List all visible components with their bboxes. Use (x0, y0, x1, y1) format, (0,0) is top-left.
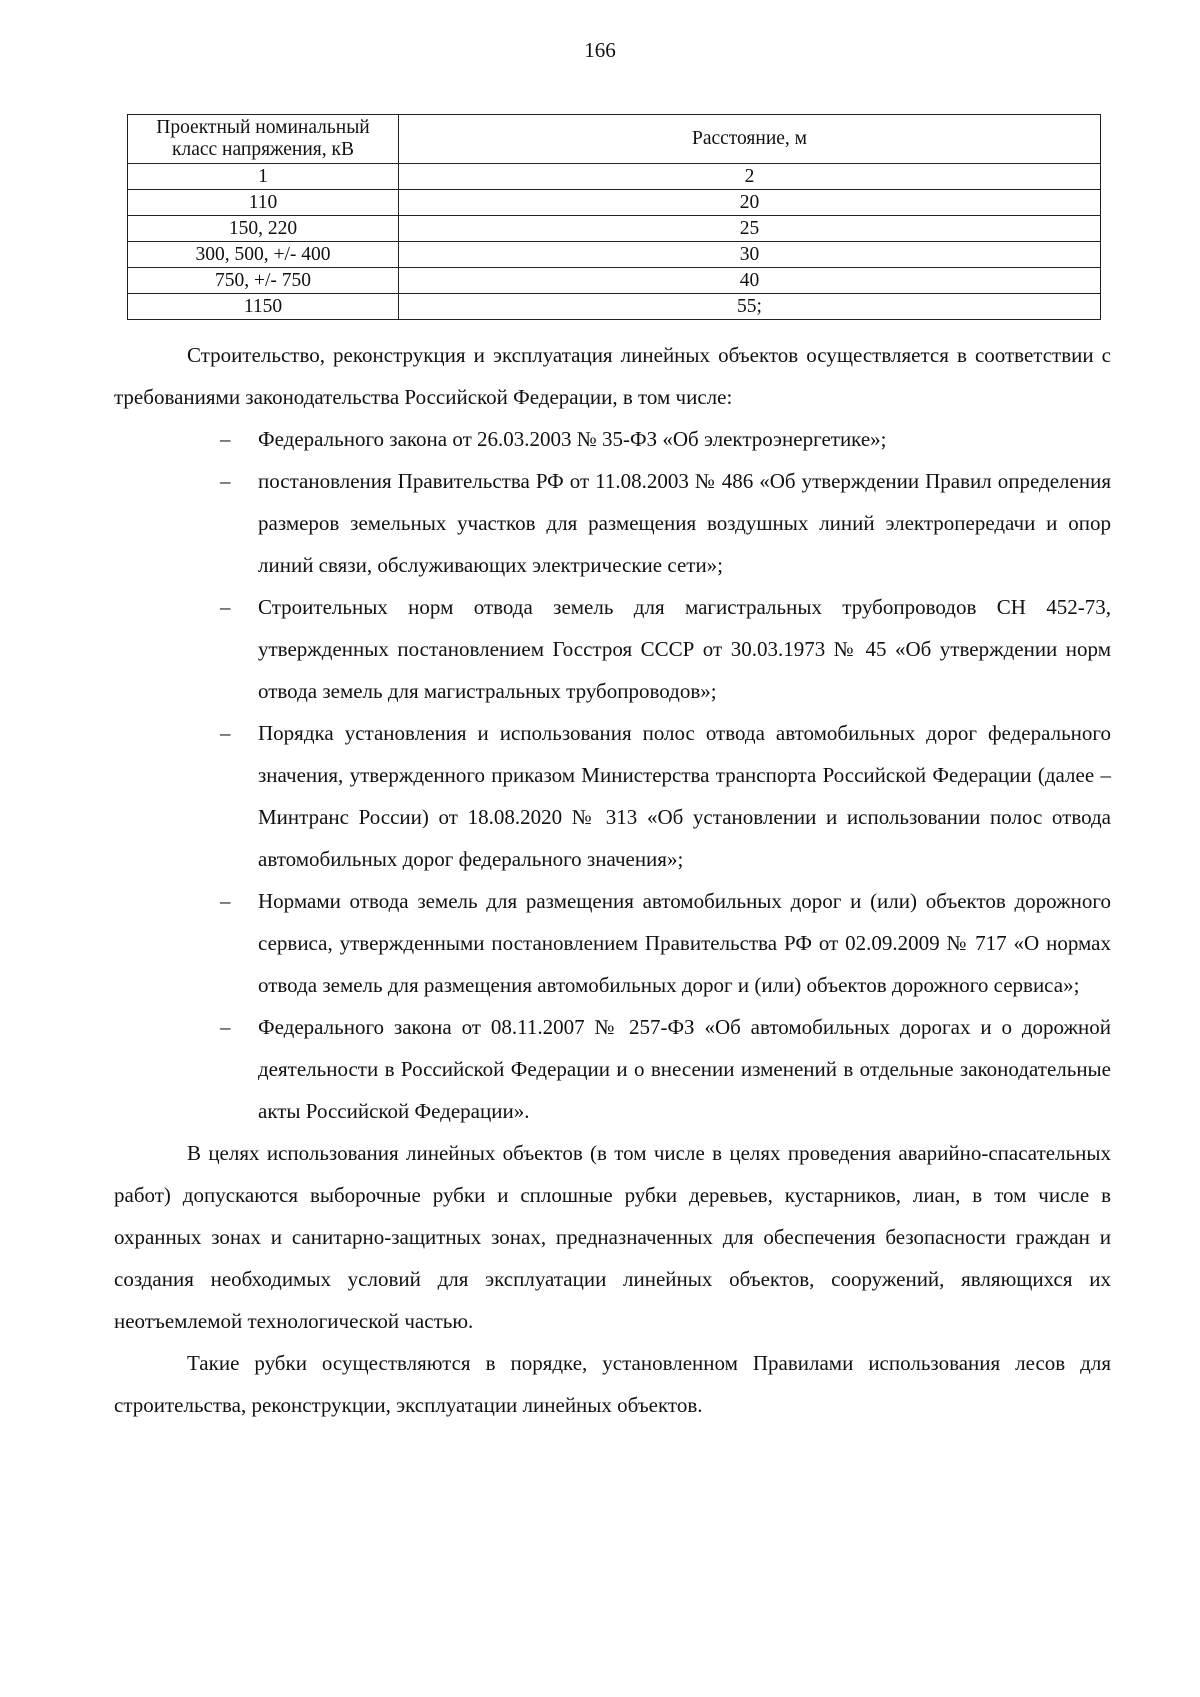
cell-distance: 40 (399, 268, 1101, 294)
list-item-text: постановления Правительства РФ от 11.08.2003 № 486 «Об утверждении Правил определения размеров земельных участков для размещения воздушных линий электропередачи и опор линий связи, обслуживающих электрические сети»; (258, 469, 1111, 577)
procedure-paragraph: Такие рубки осуществляются в порядке, установленном Правилами использования лесов для строительства, реконструкции, эксплуатации линейных объектов. (114, 1351, 1111, 1417)
list-item (114, 712, 1111, 880)
list-dash: – (220, 427, 231, 451)
table-row (128, 164, 1101, 190)
cell-voltage: 300, 500, +/- 400 (128, 242, 399, 268)
cell-distance: 2 (399, 164, 1101, 190)
cell-distance: 20 (399, 190, 1101, 216)
list-dash: – (220, 469, 231, 493)
table-row (128, 216, 1101, 242)
list-item (114, 880, 1111, 1006)
distance-table (127, 114, 1101, 320)
table-row (128, 294, 1101, 320)
header-voltage-class: Проектный номинальный класс напряжения, кВ (128, 115, 399, 164)
list-dash: – (220, 721, 231, 745)
intro-paragraph: Строительство, реконструкция и эксплуатация линейных объектов осуществляется в соответствии с требованиями законодательства Российской Федерации, в том числе: (114, 343, 1111, 409)
table-header-row (128, 115, 1101, 164)
list-item-text: Федерального закона от 26.03.2003 № 35-ФЗ «Об электроэнергетике»; (258, 427, 887, 451)
page-number: 166 (584, 38, 616, 62)
list-item (114, 418, 1111, 460)
cell-voltage: 1150 (128, 294, 399, 320)
list-dash: – (220, 595, 231, 619)
cell-voltage: 110 (128, 190, 399, 216)
list-dash: – (220, 889, 231, 913)
cell-distance: 55; (399, 294, 1101, 320)
list-item (114, 586, 1111, 712)
list-dash: – (220, 1015, 231, 1039)
cell-distance: 25 (399, 216, 1101, 242)
table-row (128, 190, 1101, 216)
document-body (114, 334, 1111, 1426)
cell-distance: 30 (399, 242, 1101, 268)
list-item (114, 460, 1111, 586)
list-item (114, 1006, 1111, 1132)
table-row (128, 268, 1101, 294)
list-item-text: Порядка установления и использования полос отвода автомобильных дорог федерального значения, утвержденного приказом Министерства транспорта Российской Федерации (далее – Минтранс России) от 18.08.2020 № 313 «Об установлении и использовании полос отвода автомобильных дорог федерального значения»; (258, 721, 1111, 871)
list-item-text: Нормами отвода земель для размещения автомобильных дорог и (или) объектов дорожного сервиса, утвержденными постановлением Правительства РФ от 02.09.2009 № 717 «О нормах отвода земель для размещения автомобильных дорог и (или) объектов дорожного сервиса»; (258, 889, 1111, 997)
list-item-text: Строительных норм отвода земель для магистральных трубопроводов СН 452-73, утвержденных постановлением Госстроя СССР от 30.03.1973 № 45 «Об утверждении норм отвода земель для магистральных трубопроводов»; (258, 595, 1111, 703)
table-row (128, 242, 1101, 268)
header-distance: Расстояние, м (399, 115, 1101, 164)
cell-voltage: 1 (128, 164, 399, 190)
distance-table-body (128, 115, 1101, 320)
list-item-text: Федерального закона от 08.11.2007 № 257-ФЗ «Об автомобильных дорогах и о дорожной деятельности в Российской Федерации и о внесении изменений в отдельные законодательные акты Российской Федерации». (258, 1015, 1111, 1123)
logging-paragraph: В целях использования линейных объектов (в том числе в целях проведения аварийно-спасательных работ) допускаются выборочные рубки и сплошные рубки деревьев, кустарников, лиан, в том числе в охранных зонах и санитарно-защитных зонах, предназначенных для обеспечения безопасности граждан и создания необходимых условий для эксплуатации линейных объектов, сооружений, являющихся их неотъемлемой технологической частью. (114, 1141, 1111, 1333)
cell-voltage: 750, +/- 750 (128, 268, 399, 294)
cell-voltage: 150, 220 (128, 216, 399, 242)
legislation-list (114, 418, 1111, 1132)
